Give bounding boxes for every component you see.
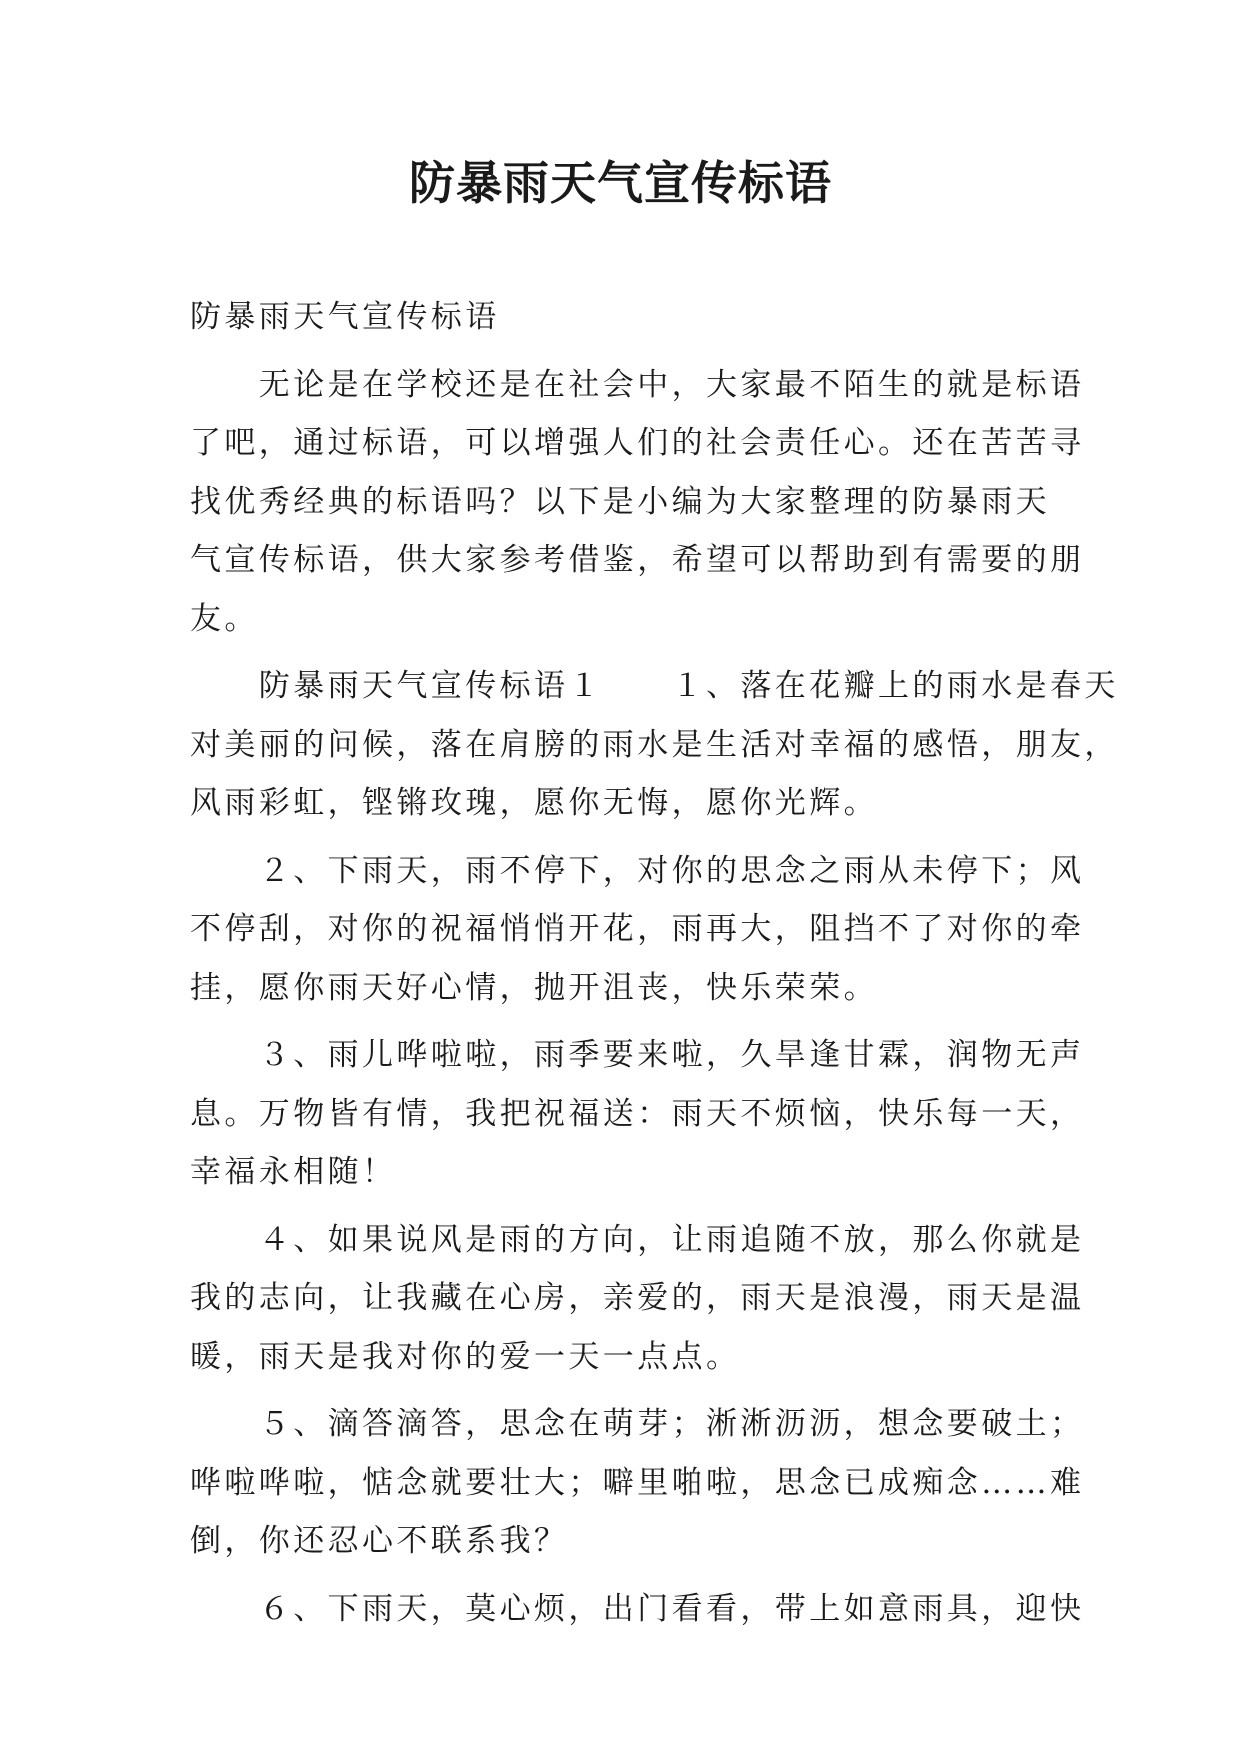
- paragraph: [190, 1026, 1085, 1202]
- paragraph: [190, 842, 1085, 1018]
- text-line: 对美丽的问候，落在肩膀的雨水是生活对幸福的感悟，朋友，: [190, 726, 1119, 763]
- text-line: 我的志向，让我藏在心房，亲爱的，雨天是浪漫，雨天是温: [190, 1280, 1085, 1316]
- text-line: ６、下雨天，莫心烦，出门看看，带上如意雨具，迎快: [190, 1590, 1085, 1627]
- text-line: ４、如果说风是雨的方向，让雨追随不放，那么你就是: [190, 1221, 1085, 1258]
- text-line: ５、滴答滴答，思念在萌芽；淅淅沥沥，想念要破土；: [190, 1406, 1085, 1442]
- text-line: 暖，雨天是我对你的爱一天一点点。: [190, 1338, 741, 1375]
- subtitle: 防暴雨天气宣传标语: [190, 299, 500, 335]
- text-line: 了吧，通过标语，可以增强人们的社会责任心。还在苦苦寻: [190, 425, 1085, 461]
- text-line: ２、下雨天，雨不停下，对你的思念之雨从未停下；风: [190, 852, 1085, 889]
- text-line: 风雨彩虹，铿锵玫瑰，愿你无悔，愿你光辉。: [190, 785, 878, 821]
- paragraph: [190, 1395, 1085, 1571]
- text-line: 不停刮，对你的祝福悄悄开花，雨再大，阻挡不了对你的牵: [190, 911, 1085, 947]
- text-line: ３、雨儿哗啦啦，雨季要来啦，久旱逢甘霖，润物无声: [190, 1037, 1085, 1073]
- paragraph: [190, 1580, 1085, 1639]
- text-line: 挂，愿你雨天好心情，抛开沮丧，快乐荣荣。: [190, 969, 878, 1006]
- paragraph: [190, 356, 1085, 649]
- paragraph: [190, 1211, 1085, 1387]
- text-line: 幸福永相随！: [190, 1154, 397, 1190]
- text-line: 友。: [190, 600, 259, 637]
- text-line: 找优秀经典的标语吗？以下是小编为大家整理的防暴雨天: [190, 483, 1050, 520]
- text-line: 气宣传标语，供大家参考借鉴，希望可以帮助到有需要的朋: [190, 542, 1085, 578]
- text-line: 哗啦哗啦，惦念就要壮大；噼里啪啦，思念已成痴念……难: [190, 1464, 1085, 1501]
- page-title: 防暴雨天气宣传标语: [409, 156, 832, 210]
- document-body: [190, 288, 1119, 1638]
- text-line: 倒，你还忍心不联系我？: [190, 1523, 569, 1559]
- text-line: 息。万物皆有情，我把祝福送：雨天不烦恼，快乐每一天，: [190, 1095, 1085, 1132]
- text-line: 无论是在学校还是在社会中，大家最不陌生的就是标语: [190, 366, 1085, 403]
- paragraph: [190, 657, 1119, 833]
- text-line: 防暴雨天气宣传标语１ １、落在花瓣上的雨水是春天: [190, 668, 1119, 704]
